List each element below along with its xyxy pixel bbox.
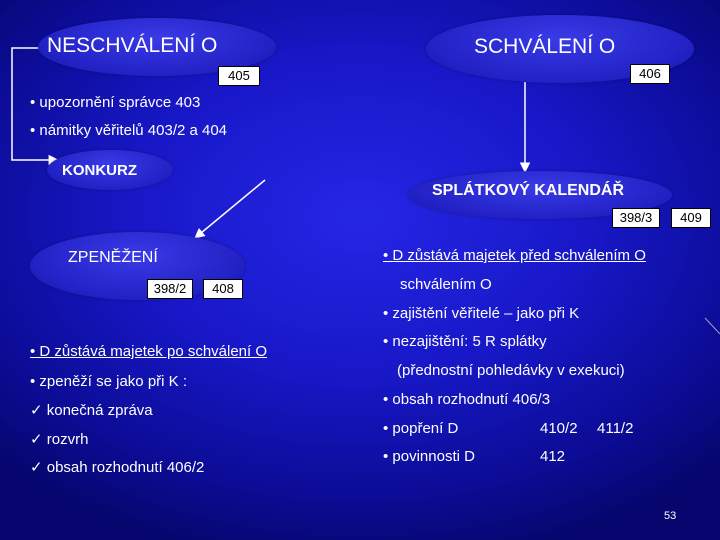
konkurz-title: KONKURZ bbox=[62, 162, 137, 179]
neschvaleni-box-405: 405 bbox=[218, 66, 260, 86]
check-icon: ✓ bbox=[30, 402, 43, 419]
splatkovy-box-409: 409 bbox=[671, 208, 711, 228]
right-item-majetek-pred: • D zůstává majetek před schválením O bbox=[383, 247, 646, 264]
left-item-zpenezi: • zpeněží se jako při K : bbox=[30, 373, 187, 390]
page-number: 53 bbox=[664, 510, 677, 522]
splatkovy-title: SPLÁTKOVÝ KALENDÁŘ bbox=[432, 182, 625, 199]
right-item-obsah: • obsah rozhodnutí 406/3 bbox=[383, 391, 551, 408]
zpenezeni-box-408: 408 bbox=[203, 279, 243, 299]
bullet-namitky: • námitky věřitelů 403/2 a 404 bbox=[30, 122, 228, 139]
left-item-majetek-po: • D zůstává majetek po schválení O bbox=[30, 343, 268, 360]
splatkovy-box-398-3: 398/3 bbox=[612, 208, 660, 228]
left-check-konecna-zprava bbox=[30, 401, 153, 419]
right-item-povinnosti-label: • povinnosti D bbox=[383, 448, 475, 465]
right-item-zajisteni: • zajištění věřitelé – jako při K bbox=[383, 305, 580, 322]
check-icon: ✓ bbox=[30, 431, 43, 448]
check-icon: ✓ bbox=[30, 459, 43, 476]
schvaleni-title: SCHVÁLENÍ O bbox=[474, 35, 616, 58]
check-label: konečná zpráva bbox=[46, 402, 153, 419]
right-item-popreni-label: • popření D bbox=[383, 420, 459, 437]
check-label: obsah rozhodnutí 406/2 bbox=[46, 459, 205, 476]
corner-decoration bbox=[705, 318, 720, 334]
neschvaleni-title: NESCHVÁLENÍ O bbox=[47, 34, 218, 57]
right-item-popreni-410: 410/2 bbox=[540, 420, 578, 437]
right-item-nezajisteni: • nezajištění: 5 R splátky bbox=[383, 333, 547, 350]
bullet-upozorneni: • upozornění správce 403 bbox=[30, 94, 201, 111]
right-item-prednostni: (přednostní pohledávky v exekuci) bbox=[397, 362, 625, 379]
zpenezeni-box-398-2: 398/2 bbox=[147, 279, 193, 299]
zpenezeni-title: ZPENĚŽENÍ bbox=[68, 249, 158, 266]
arrow-konkurz-to-zpenezeni bbox=[195, 180, 265, 238]
right-item-popreni-411: 411/2 bbox=[597, 420, 634, 437]
right-item-povinnosti-412: 412 bbox=[540, 448, 566, 465]
check-label: rozvrh bbox=[46, 431, 89, 448]
left-check-rozvrh bbox=[30, 430, 88, 448]
left-check-obsah bbox=[30, 458, 204, 476]
right-item-majetek-pred-cont: schválením O bbox=[400, 276, 492, 293]
schvaleni-box-406: 406 bbox=[630, 64, 670, 84]
